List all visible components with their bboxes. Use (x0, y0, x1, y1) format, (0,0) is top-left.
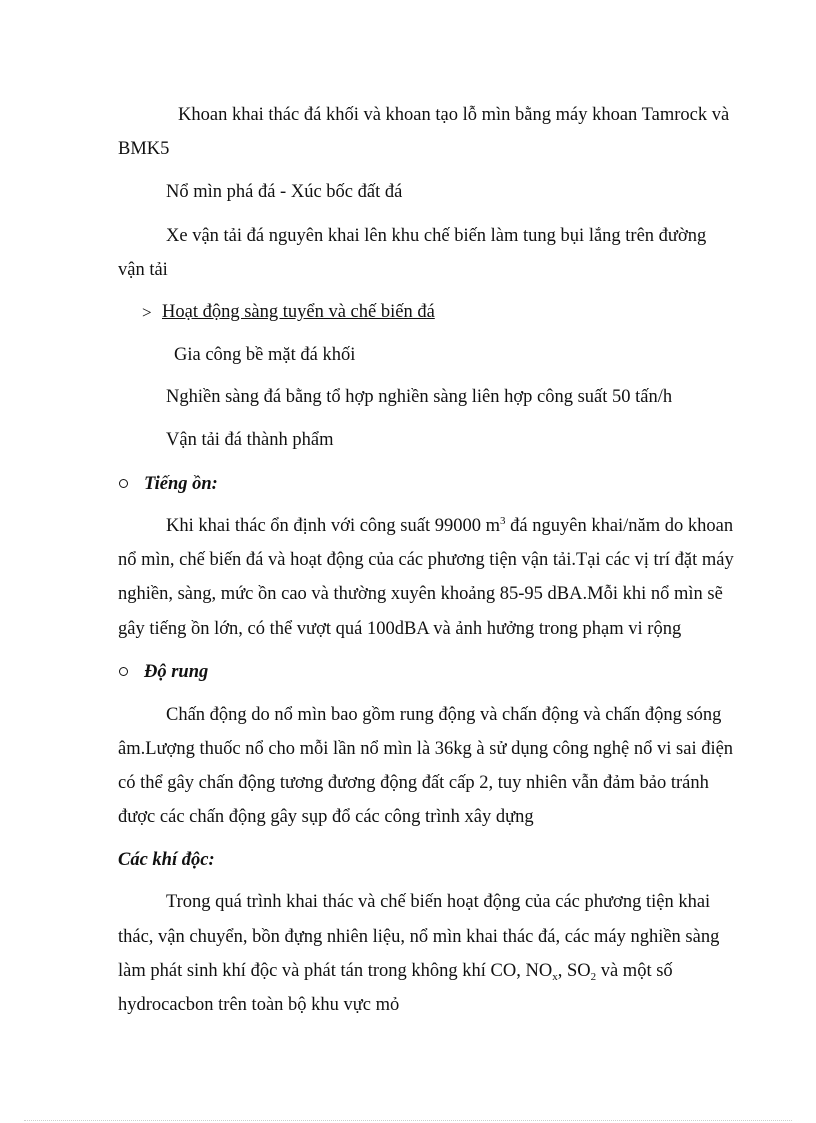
text-line: Nghiền sàng đá bằng tổ hợp nghiền sàng liên hợp công suất 50 tấn/h (166, 387, 673, 407)
page-bottom-divider (24, 1120, 792, 1121)
text-line: nghiền, sàng, mức ồn cao và thường xuyên khoảng 85-95 dBA.Mỗi khi nổ mìn sẽ (118, 584, 723, 604)
text-line: có thể gây chấn động tương đương động đất cấp 2, tuy nhiên vẫn đảm bảo tránh (118, 773, 709, 793)
circle-bullet-icon (119, 479, 128, 488)
text-line: Xe vận tải đá nguyên khai lên khu chế biến làm tung bụi lắng trên đường (166, 226, 707, 246)
text-line: Nổ mìn phá đá - Xúc bốc đất đá (166, 182, 403, 202)
text-line: Khoan khai thác đá khối và khoan tạo lỗ mìn bằng máy khoan Tamrock và (178, 105, 730, 125)
section-heading-vibration: Độ rung (144, 662, 209, 682)
text-line: thác, vận chuyển, bồn đựng nhiên liệu, nổ mìn khai thác đá, các máy nghiền sàng (118, 927, 720, 947)
text-line: vận tải (118, 260, 168, 280)
text-line: hydrocacbon trên toàn bộ khu vực mỏ (118, 995, 400, 1015)
text-line: Gia công bề mặt đá khối (174, 345, 356, 365)
text-line: nổ mìn, chế biến đá và hoạt động của các phương tiện vận tải.Tại các vị trí đặt máy (118, 550, 734, 570)
section-heading-noise: Tiếng ồn: (144, 474, 218, 494)
circle-bullet-icon (119, 667, 128, 676)
text-line: BMK5 (118, 139, 170, 159)
subheading-underlined: Hoạt động sàng tuyển và chế biến đá (162, 302, 435, 322)
section-heading-toxic-gases: Các khí độc: (118, 850, 215, 870)
text-line: âm.Lượng thuốc nổ cho mỗi lần nổ mìn là 36kg à sử dụng công nghệ nổ vi sai điện (118, 739, 734, 759)
text-line: Vận tải đá thành phẩm (166, 430, 334, 450)
text-line: Chấn động do nổ mìn bao gồm rung động và chấn động và chấn động sóng (166, 705, 722, 725)
text-line: được các chấn động gây sụp đổ các công trình xây dựng (118, 807, 534, 827)
text-line: làm phát sinh khí độc và phát tán trong không khí CO, $NO_x$, $SO_2$ và một số (118, 961, 673, 983)
arrow-bullet-icon: > (142, 303, 152, 322)
text-line: Khi khai thác ổn định với công suất 99000 $m^3$ đá nguyên khai/năm do khoan (166, 515, 734, 536)
text-line: Trong quá trình khai thác và chế biến hoạt động của các phương tiện khai (166, 892, 711, 912)
text-line: gây tiếng ồn lớn, có thể vượt quá 100dBA và ảnh hưởng trong phạm vi rộng (118, 619, 682, 639)
